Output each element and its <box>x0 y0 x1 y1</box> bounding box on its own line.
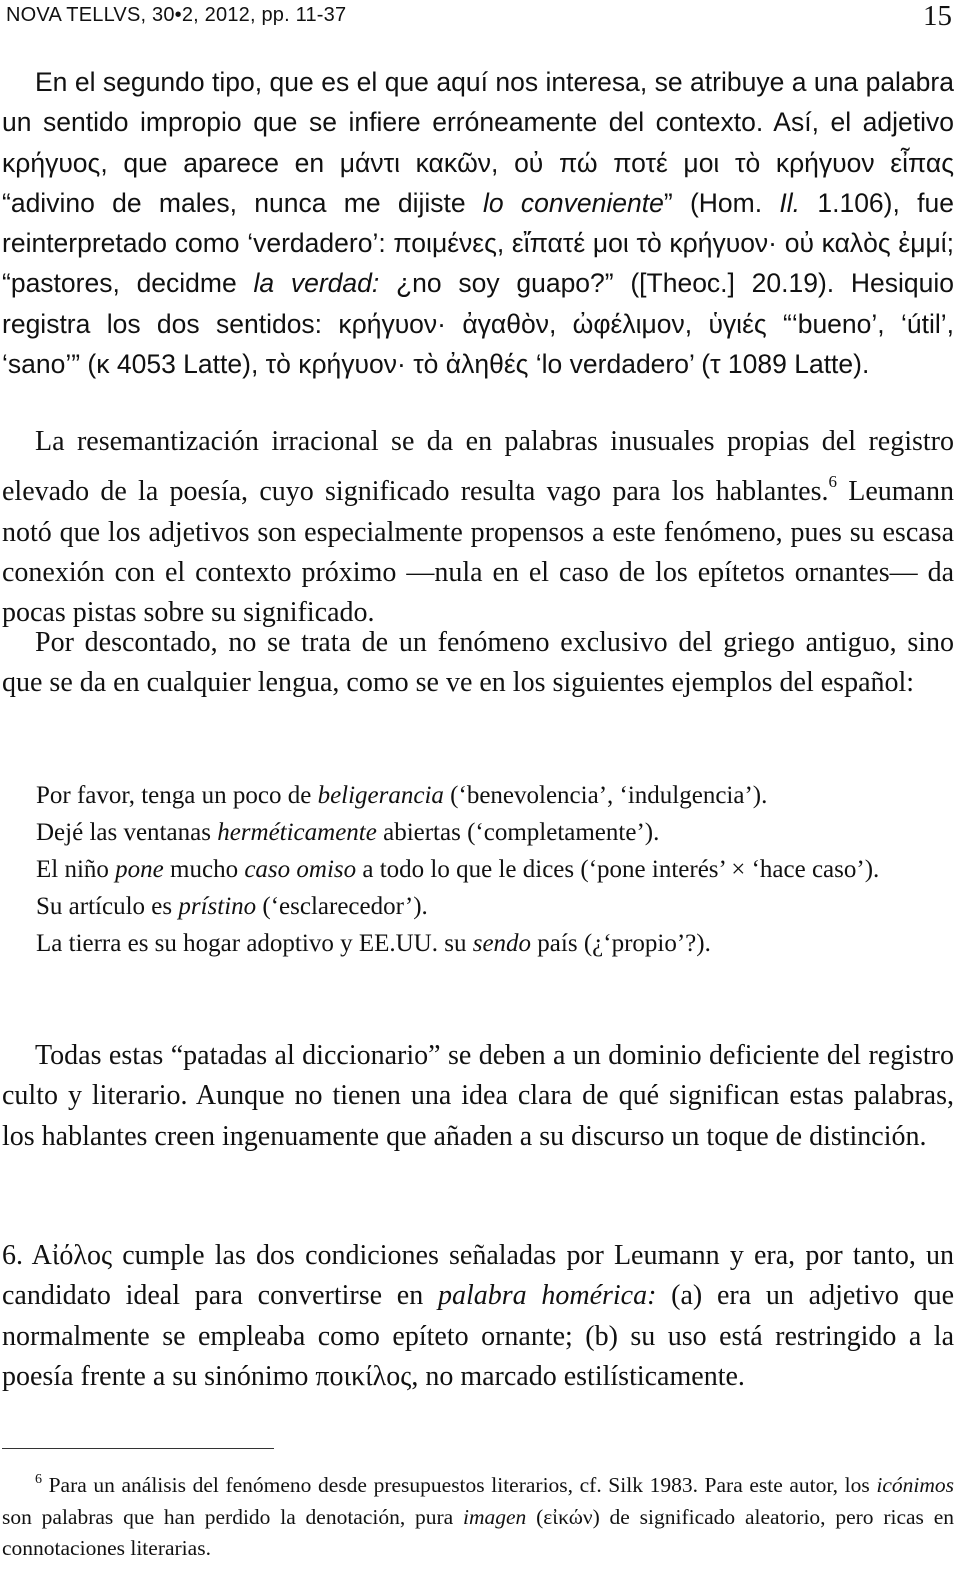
spanish-examples-list <box>36 777 954 962</box>
paragraph-section-6: 6. Αἰόλος cumple las dos condiciones señaladas por Leumann y era, por tanto, un candidato ideal para convertirse en palabra homérica: (a) era un adjetivo que normalmente se empleaba como epíteto ornante; (b) su uso está restringido a la poesía frente a su sinónimo ποικίλος, no marcado estilísticamente. <box>2 1240 954 1392</box>
example-item: Dejé las ventanas herméticamente abiertas (‘completamente’). <box>36 819 660 846</box>
footnote-divider <box>2 1448 274 1449</box>
example-item: El niño pone mucho caso omiso a todo lo que le dices (‘pone interés’ × ‘hace caso’). <box>36 856 880 883</box>
paragraph-irrational-resemantization: La resemantización irracional se da en palabras inusuales propias del registro elevado de la poesía, cuyo significado resulta vago para los hablantes.$^6$ Leumann notó que los adjetivos son especialmente propensos a este fenómeno, pues su escasa conexión con el contexto próximo —nula en el caso de los epítetos ornantes— da pocas pistas sobre su significado. <box>2 426 954 629</box>
footnote-6: $^6$ Para un análisis del fenómeno desde presupuestos literarios, cf. Silk 1983. Para este autor, los icónimos son palabras que han perdido la denotación, pura imagen (εἰκών) de significado aleatorio, pero ricas en connotaciones literarias. <box>2 1472 954 1560</box>
paragraph-spanish-intro: Por descontado, no se trata de un fenómeno exclusivo del griego antiguo, sino que se da en cualquier lengua, como se ve en los siguientes ejemplos del español: <box>2 627 954 699</box>
footnote-reference[interactable]: 6 <box>828 472 837 492</box>
page-number: 15 <box>923 0 952 32</box>
example-item: Su artículo es prístino (‘esclarecedor’). <box>36 893 428 920</box>
journal-citation: NOVA TELLVS, 30•2, 2012, pp. 11-37 <box>6 4 347 26</box>
example-item: Por favor, tenga un poco de beligerancia (‘benevolencia’, ‘indulgencia’). <box>36 782 768 809</box>
footnote-marker: 6 <box>35 1472 42 1487</box>
paragraph-greek-example: En el segundo tipo, que es el que aquí nos interesa, se atribuye a una palabra un sentido impropio que se infiere erróneamente del contexto. Así, el adjetivo κρήγυος, que aparece en μάντι κακῶν, οὐ πώ ποτέ μοι τὸ κρήγυον εἶπας “adivino de males, nunca me dijiste lo conveniente” (Hom. Il. 1.106), fue reinterpretado como ‘verdadero’: ποιμένες, εἴπατέ μοι τὸ κρήγυον· οὐ καλὸς ἐμμί; “pastores, decidme la verdad: ¿no soy guapo?” ([Theoc.] 20.19). Hesiquio registra los dos sentidos: κρήγυον· ἀγαθὸν, ὠφέλιμον, ὑγιές “‘bueno’, ‘útil’, ‘sano’” (κ 4053 Latte), τὸ κρήγυον· τὸ ἀληθές ‘lo verdadero’ (τ 1089 Latte). <box>2 67 955 380</box>
paragraph-dictionary-kicks: Todas estas “patadas al diccionario” se deben a un dominio deficiente del registro culto y literario. Aunque no tienen una idea clara de qué significan estas palabras, los hablantes creen ingenuamente que añaden a su discurso un toque de distinción. <box>2 1040 954 1152</box>
example-item: La tierra es su hogar adoptivo y EE.UU. su sendo país (¿‘propio’?). <box>36 930 711 957</box>
